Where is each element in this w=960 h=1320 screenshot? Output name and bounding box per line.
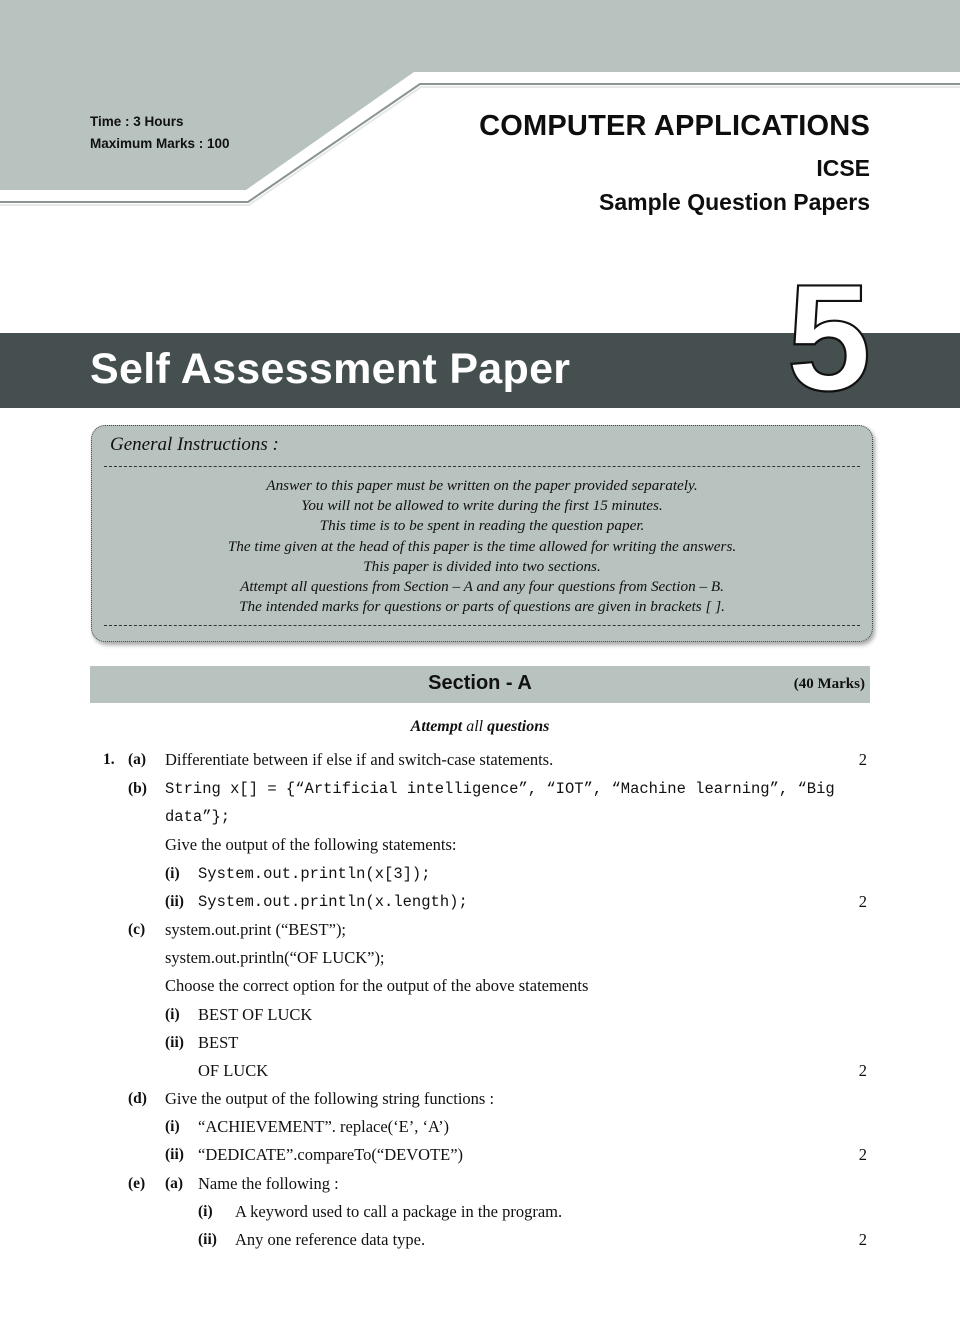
attempt-questions: questions xyxy=(487,718,550,735)
part-label: (c) xyxy=(128,921,146,938)
paper-number-badge xyxy=(774,262,884,402)
instruction-item: Answer to this paper must be written on the paper provided separately. xyxy=(266,477,698,494)
paper-titles xyxy=(479,108,870,217)
section-header xyxy=(90,666,870,703)
instruction-item: This paper is divided into two sections. xyxy=(363,557,601,575)
paper-number: 5 xyxy=(786,262,872,402)
option-text: “ACHIEVEMENT”. replace(‘E’, ‘A’) xyxy=(198,1117,450,1136)
marks-value: 2 xyxy=(858,1230,867,1249)
board-name: ICSE xyxy=(816,155,870,181)
marks-value: 2 xyxy=(858,1061,867,1080)
question-text: Differentiate between if else if and switch-case statements. xyxy=(165,750,554,769)
instruction-item: Attempt all questions from Section – A and any four questions from Section – B. xyxy=(240,578,724,596)
paper-title: Self Assessment Paper xyxy=(90,345,571,393)
option-label: (ii) xyxy=(165,1034,184,1051)
code-line: System.out.println(x.length); xyxy=(198,893,468,911)
section-instruction xyxy=(0,718,960,736)
option-text: BEST OF LUCK xyxy=(198,1005,313,1024)
part-label: (d) xyxy=(128,1090,147,1107)
part-label: (b) xyxy=(128,780,147,797)
section-title: Section - A xyxy=(428,672,532,694)
attempt-all: all xyxy=(466,718,484,735)
instruction-item: The time given at the head of this paper is the time allowed for writing the answers. xyxy=(227,537,737,555)
instruction-item: You will not be allowed to write during the first 15 minutes. xyxy=(301,497,663,515)
option-label: (i) xyxy=(165,1118,180,1135)
series-name: Sample Question Papers xyxy=(599,189,870,215)
option-text: “DEDICATE”.compareTo(“DEVOTE”) xyxy=(198,1145,464,1164)
option-label: (ii) xyxy=(165,1146,184,1163)
option-label: (i) xyxy=(165,1006,180,1023)
part-label: (e) xyxy=(128,1175,146,1192)
sub-part-label: (a) xyxy=(165,1175,184,1192)
code-line: System.out.println(x[3]); xyxy=(198,865,431,883)
divider xyxy=(104,625,860,626)
instructions-heading: General Instructions : xyxy=(110,434,279,455)
marks-value: 2 xyxy=(858,750,867,769)
question-text: Give the output of the following statements: xyxy=(165,835,457,854)
option-text: OF LUCK xyxy=(198,1061,269,1080)
option-text: BEST xyxy=(198,1033,239,1052)
question-text: Name the following : xyxy=(198,1174,339,1193)
question-number: 1. xyxy=(103,751,115,768)
marks-value: 2 xyxy=(858,892,867,911)
option-label: (i) xyxy=(198,1203,213,1220)
instruction-item: This time is to be spent in reading the question paper. xyxy=(319,517,645,535)
question-text: Give the output of the following string functions : xyxy=(165,1089,495,1108)
subject-title: COMPUTER APPLICATIONS xyxy=(479,110,870,142)
code-line: String x[] = {“Artificial intelligence”, “IOT”, “Machine learning”, “Big xyxy=(165,780,835,798)
question-text: Choose the correct option for the output of the above statements xyxy=(165,976,589,995)
part-label: (a) xyxy=(128,751,147,768)
question-text: system.out.println(“OF LUCK”); xyxy=(165,948,385,967)
option-label: (ii) xyxy=(198,1231,217,1248)
code-line: data”}; xyxy=(165,808,231,826)
option-label: (ii) xyxy=(165,893,184,910)
question-text: system.out.print (“BEST”); xyxy=(165,920,347,939)
option-text: A keyword used to call a package in the program. xyxy=(235,1202,563,1221)
exam-meta xyxy=(90,111,230,155)
time-limit: Time : 3 Hours xyxy=(90,114,184,129)
attempt-word: Attempt xyxy=(410,718,463,735)
section-marks: (40 Marks) xyxy=(793,676,865,692)
marks-value: 2 xyxy=(858,1145,867,1164)
general-instructions-box xyxy=(91,425,873,642)
instruction-item: The intended marks for questions or parts of questions are given in brackets [ ]. xyxy=(239,598,725,616)
divider xyxy=(104,466,860,467)
instructions-list xyxy=(92,476,872,617)
option-text: Any one reference data type. xyxy=(235,1230,426,1249)
maximum-marks: Maximum Marks : 100 xyxy=(90,136,230,151)
option-label: (i) xyxy=(165,865,180,882)
